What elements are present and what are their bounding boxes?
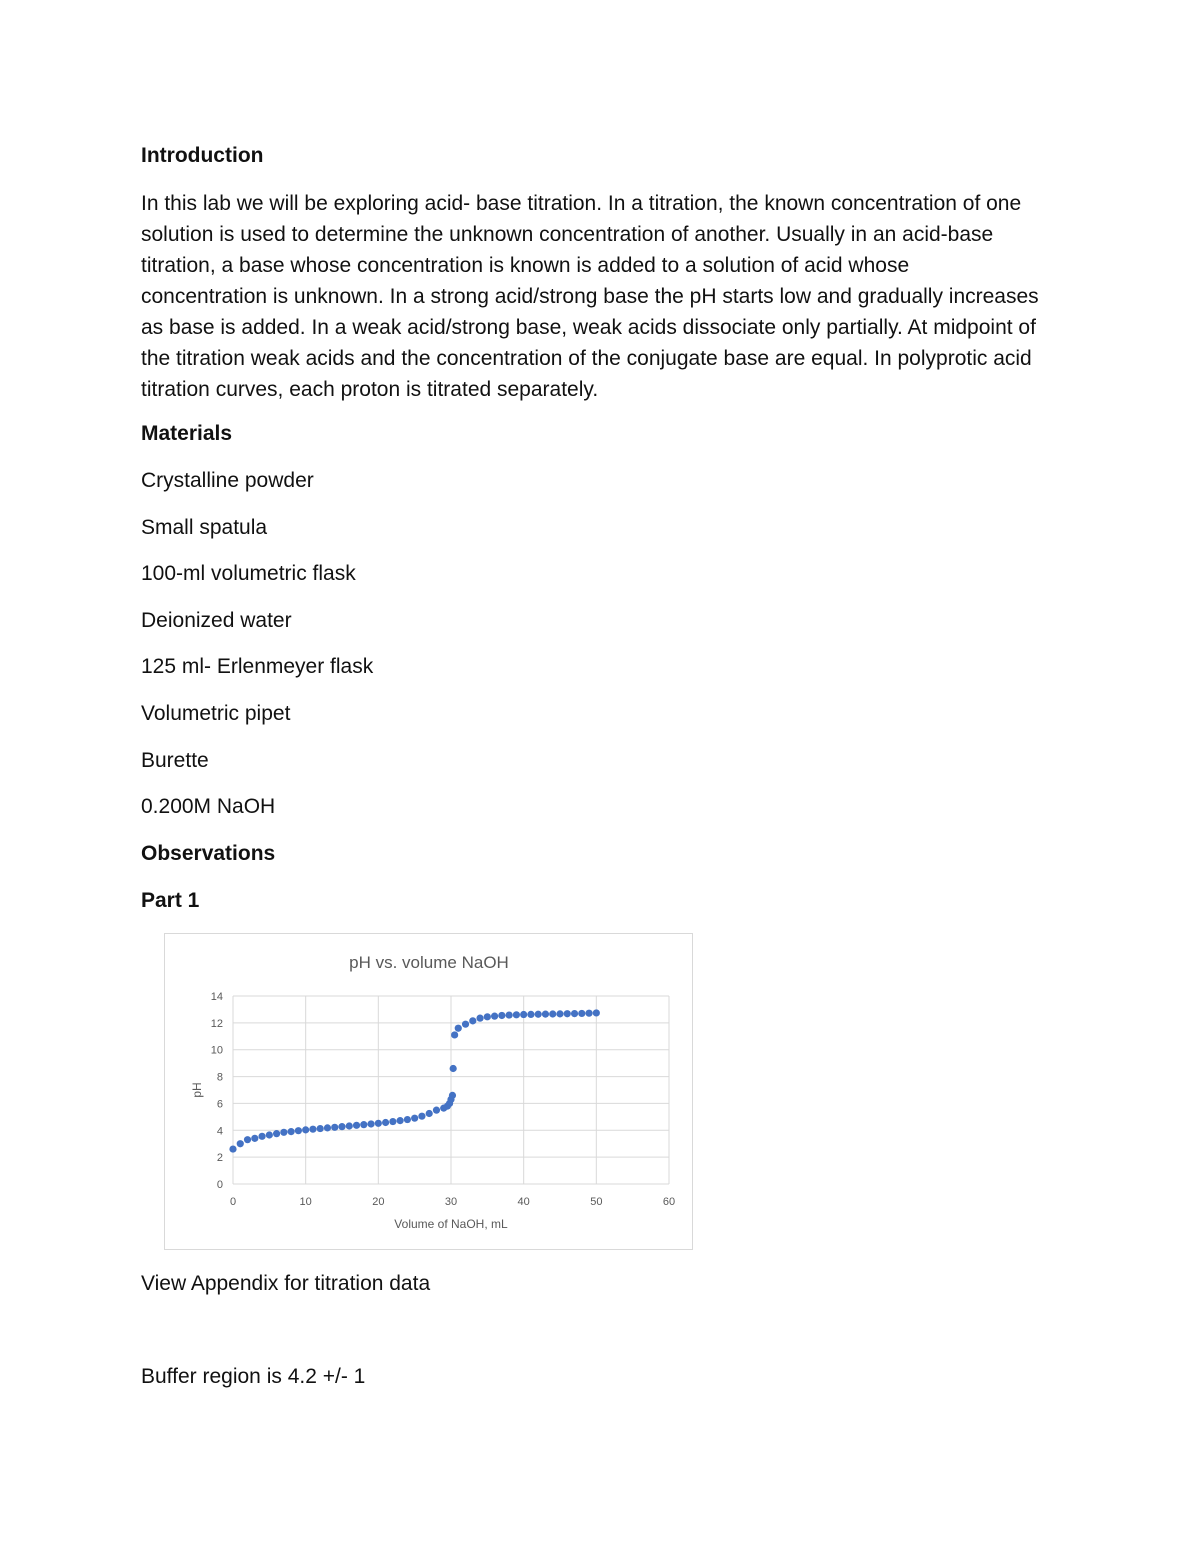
data-point <box>433 1107 440 1114</box>
data-point <box>338 1123 345 1130</box>
x-tick-label: 20 <box>372 1196 385 1208</box>
data-point <box>506 1011 513 1018</box>
y-axis-label: pH <box>190 1082 204 1098</box>
y-tick-label: 12 <box>210 1017 223 1030</box>
data-point <box>273 1130 280 1137</box>
data-point <box>513 1011 520 1018</box>
data-series <box>229 1009 600 1152</box>
x-tick-label: 30 <box>444 1196 458 1208</box>
data-point <box>382 1119 389 1126</box>
data-point <box>280 1129 287 1136</box>
chart-grid <box>233 996 669 1184</box>
chart-svg <box>165 934 694 1251</box>
data-point <box>302 1126 309 1133</box>
data-point <box>593 1009 600 1016</box>
data-point <box>451 1031 458 1038</box>
y-tick-label: 2 <box>216 1152 223 1165</box>
data-point <box>469 1017 476 1024</box>
data-point <box>578 1010 585 1017</box>
x-tick-label: 10 <box>299 1196 312 1208</box>
data-point <box>360 1121 367 1128</box>
data-point <box>411 1115 418 1122</box>
y-tick-label: 14 <box>210 991 223 1003</box>
data-point <box>244 1136 251 1143</box>
data-point <box>535 1011 542 1018</box>
document-body <box>141 142 1041 915</box>
data-point <box>346 1122 353 1129</box>
materials-heading: Materials <box>141 422 233 445</box>
data-point <box>449 1092 456 1099</box>
data-point <box>564 1010 571 1017</box>
appendix-note: View Appendix for titration data <box>141 1272 431 1295</box>
data-point <box>498 1012 505 1019</box>
data-point <box>288 1128 295 1135</box>
buffer-region-note: Buffer region is 4.2 +/- 1 <box>141 1365 366 1388</box>
material-item: 0.200M NaOH <box>141 795 276 819</box>
data-point <box>266 1131 273 1138</box>
data-point <box>549 1010 556 1017</box>
material-item: 100-ml volumetric flask <box>141 562 356 586</box>
material-item: Volumetric pipet <box>141 701 291 725</box>
y-tick-label: 6 <box>216 1098 223 1111</box>
data-point <box>476 1015 483 1022</box>
x-axis-label: Volume of NaOH, mL <box>394 1217 508 1231</box>
data-point <box>324 1124 331 1131</box>
data-point <box>229 1145 236 1152</box>
data-point <box>317 1125 324 1132</box>
introduction-paragraph: In this lab we will be exploring acid- base titration. In a titration, the known concentration of one solution is used to determine the unknown concentration of another. Usually in an acid-base titration, a base whose concentration is known is added to a solution of acid whose concentration is unknown. In a strong acid/strong base the pH starts low and gradually increases as base is added. In a weak acid/strong base, weak acids dissociate only partially. At midpoint of the titration weak acids and the concentration of the conjugate base are equal. In polyprotic acid titration curves, each proton is titrated separately. <box>141 192 1039 401</box>
data-point <box>491 1013 498 1020</box>
data-point <box>571 1010 578 1017</box>
data-point <box>455 1025 462 1032</box>
data-point <box>251 1135 258 1142</box>
data-point <box>353 1122 360 1129</box>
y-tick-label: 8 <box>216 1071 223 1084</box>
x-tick-label: 50 <box>590 1196 603 1208</box>
material-item: Deionized water <box>141 608 292 632</box>
data-point <box>542 1011 549 1018</box>
data-point <box>418 1113 425 1120</box>
material-item: Small spatula <box>141 515 268 539</box>
data-point <box>367 1120 374 1127</box>
x-tick-label: 60 <box>662 1196 676 1208</box>
data-point <box>450 1065 457 1072</box>
material-item: Burette <box>141 748 209 772</box>
y-tick-label: 4 <box>216 1125 223 1138</box>
y-tick-label: 0 <box>216 1179 223 1191</box>
data-point <box>295 1127 302 1134</box>
data-point <box>426 1110 433 1117</box>
data-point <box>527 1011 534 1018</box>
chart-title: pH vs. volume NaOH <box>349 953 509 972</box>
chart-ticks <box>211 991 675 1208</box>
data-point <box>331 1124 338 1131</box>
data-point <box>258 1133 265 1140</box>
data-point <box>585 1010 592 1017</box>
data-point <box>462 1021 469 1028</box>
data-point <box>397 1117 404 1124</box>
introduction-heading: Introduction <box>141 144 264 167</box>
data-point <box>404 1116 411 1123</box>
data-point <box>520 1011 527 1018</box>
material-item: 125 ml- Erlenmeyer flask <box>141 655 374 679</box>
data-point <box>309 1126 316 1133</box>
x-tick-label: 0 <box>229 1196 237 1208</box>
material-item: Crystalline powder <box>141 469 314 492</box>
y-tick-label: 10 <box>210 1044 223 1057</box>
data-point <box>556 1010 563 1017</box>
data-point <box>375 1120 382 1127</box>
part1-heading: Part 1 <box>141 888 200 912</box>
observations-heading: Observations <box>141 841 276 865</box>
titration-chart <box>164 933 693 1250</box>
data-point <box>389 1118 396 1125</box>
x-tick-label: 40 <box>517 1196 530 1208</box>
data-point <box>484 1013 491 1020</box>
data-point <box>237 1140 244 1147</box>
